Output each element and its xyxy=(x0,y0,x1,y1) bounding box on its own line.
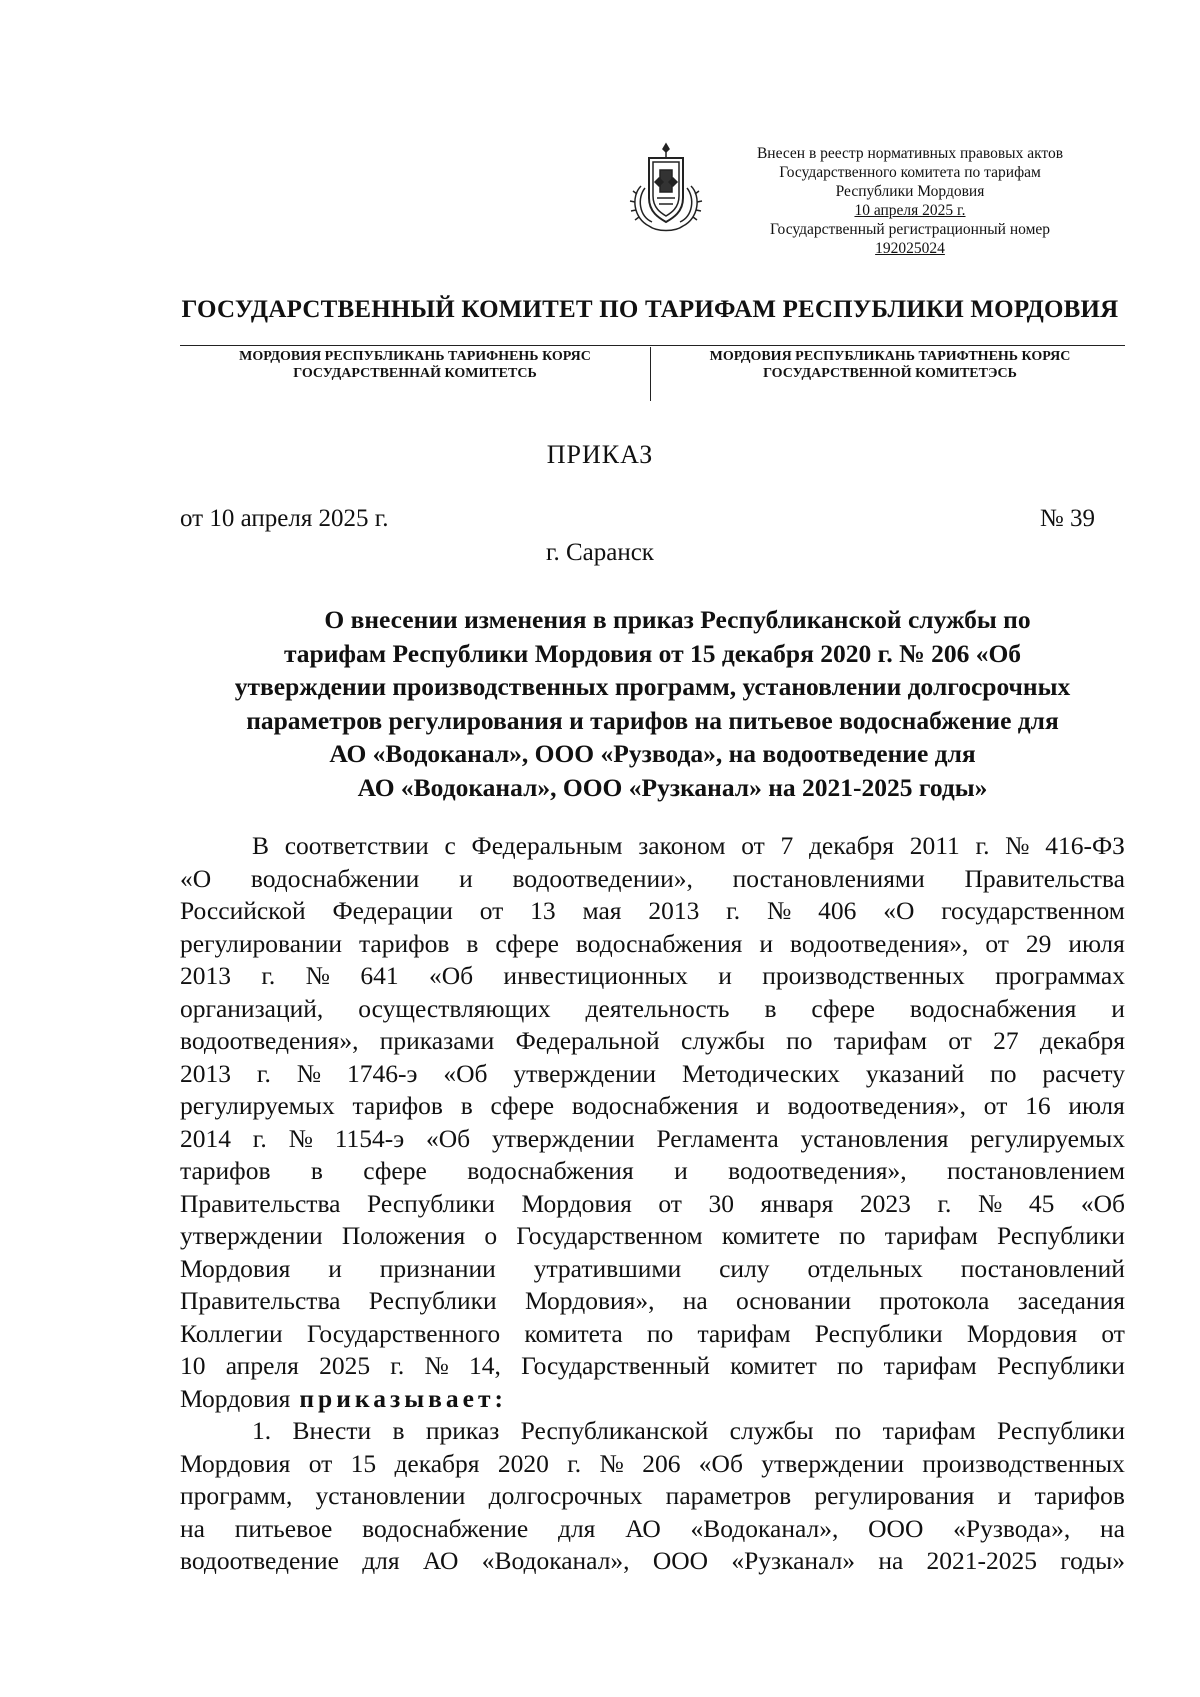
word: питьевое xyxy=(234,1513,333,1543)
word: на xyxy=(878,1546,904,1575)
word: 45 xyxy=(1028,1188,1055,1218)
word: тарифам xyxy=(882,1416,976,1445)
word: комитет xyxy=(730,1351,817,1380)
body-line xyxy=(180,1285,1125,1318)
word: государственном xyxy=(941,896,1125,925)
word: о xyxy=(484,1221,498,1250)
word: в xyxy=(460,1091,473,1120)
body-line xyxy=(180,993,1125,1026)
body-line xyxy=(180,1350,1125,1383)
word: утратившими xyxy=(533,1253,682,1283)
word: и xyxy=(756,1091,770,1120)
word: 2013 xyxy=(180,1058,231,1088)
body-line xyxy=(180,1123,1125,1156)
word: «Об xyxy=(698,1448,743,1478)
word: по xyxy=(837,1351,864,1380)
word: апреля xyxy=(225,1351,299,1380)
word: в xyxy=(466,928,479,958)
point-line xyxy=(180,1513,1125,1546)
word: в xyxy=(764,993,777,1023)
header-column-divider xyxy=(650,347,651,401)
word: утверждении xyxy=(761,1448,904,1478)
body-line xyxy=(180,863,1125,896)
point-line xyxy=(180,1448,1125,1481)
word: ООО xyxy=(868,1513,924,1543)
word: г. xyxy=(252,1123,267,1153)
registry-line: Внесен в реестр нормативных правовых актов xyxy=(756,145,1064,162)
word: от xyxy=(1101,1318,1125,1348)
word: программ, xyxy=(180,1481,293,1510)
title-line: АО «Водоканал», ООО «Рузвода», на водоотведение для xyxy=(329,739,976,768)
word: Мордовия xyxy=(180,1253,291,1283)
word: Федеральной xyxy=(515,1026,660,1055)
word: от xyxy=(479,896,504,925)
word: сфере xyxy=(490,1091,555,1120)
word: АО xyxy=(422,1546,459,1575)
word: Государственном xyxy=(516,1221,703,1250)
word: г. xyxy=(567,1448,582,1478)
moksha-name xyxy=(185,348,645,382)
word: водоснабжение xyxy=(362,1513,529,1543)
word: Республики xyxy=(814,1318,943,1348)
body-line xyxy=(180,1188,1125,1221)
word: Правительства xyxy=(964,863,1125,893)
word: силу xyxy=(719,1253,770,1283)
word: тарифов xyxy=(1034,1481,1125,1510)
coat-of-arms-icon xyxy=(625,138,707,238)
word: на xyxy=(682,1286,708,1315)
word: декабря xyxy=(1039,1026,1125,1055)
word: № xyxy=(766,896,792,925)
word: утверждении xyxy=(513,1058,657,1088)
word: долгосрочных xyxy=(488,1481,643,1510)
title-line: АО «Водоканал», ООО «Рузканал» на 2021-2025 годы» xyxy=(357,772,988,802)
word: комитета xyxy=(524,1318,623,1348)
word: сфере xyxy=(811,993,875,1023)
point-line xyxy=(180,1415,1125,1448)
word: приказ xyxy=(425,1416,500,1445)
body-line xyxy=(180,1155,1125,1188)
word: 2025 xyxy=(319,1351,371,1380)
word: тарифам xyxy=(883,1351,977,1380)
body-line xyxy=(180,1090,1125,1123)
registry-stamp xyxy=(745,144,1075,258)
word: службы xyxy=(729,1416,814,1445)
word: 2021-2025 xyxy=(926,1546,1038,1575)
word: регулируемых xyxy=(970,1123,1125,1153)
word: в xyxy=(392,1416,405,1445)
word: 2014 xyxy=(180,1123,231,1153)
word: 2013 xyxy=(648,896,700,925)
word: 641 xyxy=(360,961,399,990)
word: Федеральным xyxy=(471,831,623,860)
word: водоснабжения xyxy=(571,1091,739,1120)
word: годы» xyxy=(1060,1546,1125,1575)
document-number: № 39 xyxy=(1039,505,1095,532)
word: по xyxy=(990,1058,1017,1088)
word: Мордовия», xyxy=(525,1286,655,1315)
word: от xyxy=(741,831,765,860)
word: основании xyxy=(736,1286,852,1315)
word: мая xyxy=(582,896,622,925)
word: декабря xyxy=(808,831,895,860)
word: признании xyxy=(379,1253,496,1283)
word: на xyxy=(180,1513,205,1543)
word: от xyxy=(308,1448,333,1478)
title-line: О внесении изменения в приказ Республиканской службы по xyxy=(324,605,1031,634)
word: Республиканской xyxy=(520,1416,709,1445)
word: г. xyxy=(937,1188,952,1218)
word: января xyxy=(760,1188,834,1218)
moksha-name-line: ГОСУДАРСТВЕННАЙ КОМИТЕТСЬ xyxy=(293,366,537,381)
word: деятельность xyxy=(585,993,730,1023)
word: и xyxy=(997,1481,1012,1510)
body-line xyxy=(180,1318,1125,1351)
word: г. xyxy=(726,896,741,925)
body-line xyxy=(180,1383,1125,1416)
word: «Рузвода», xyxy=(953,1513,1071,1543)
word: 15 xyxy=(350,1448,377,1478)
word: Федерации xyxy=(332,896,453,925)
word: установлении xyxy=(315,1481,466,1510)
word: соответствии xyxy=(284,831,429,860)
registry-date: 10 апреля 2025 г. xyxy=(854,202,966,219)
word: 206 xyxy=(642,1448,681,1478)
word: 13 xyxy=(530,896,556,925)
document-body xyxy=(180,830,1125,1578)
word: 406 xyxy=(818,896,857,925)
body-line xyxy=(180,960,1125,993)
word: тарифов xyxy=(180,1156,271,1185)
word: установления xyxy=(800,1123,949,1153)
word: Регламента xyxy=(656,1123,779,1153)
word: декабря xyxy=(394,1448,480,1478)
word: июля xyxy=(1068,1091,1125,1120)
word: на xyxy=(1099,1513,1125,1543)
word: Республики xyxy=(367,1188,495,1218)
word: «О xyxy=(180,863,212,893)
word: водоотведения», xyxy=(728,1156,907,1185)
word: расчету xyxy=(1042,1058,1125,1088)
document-date: от 10 апреля 2025 г. xyxy=(180,505,389,532)
word: постановлений xyxy=(960,1253,1125,1283)
word: от xyxy=(985,928,1009,958)
word: Правительства xyxy=(180,1286,341,1315)
word: г. xyxy=(390,1351,405,1380)
word: для xyxy=(557,1513,596,1543)
word: Республики xyxy=(997,1221,1125,1250)
registry-number: 192025024 xyxy=(875,240,945,257)
word: водоотведение xyxy=(180,1546,339,1575)
word: водоснабжения xyxy=(467,1156,634,1185)
word: № xyxy=(288,1123,313,1153)
word: тарифов xyxy=(358,928,450,958)
word: 16 xyxy=(1025,1091,1051,1120)
word: производственных xyxy=(922,1448,1125,1478)
word: утверждении xyxy=(491,1123,635,1153)
body-line xyxy=(180,830,1125,863)
word: «Об xyxy=(1080,1188,1125,1218)
registry-line: Республики Мордовия xyxy=(835,183,985,200)
word: ООО xyxy=(652,1546,709,1575)
document-title xyxy=(180,603,1125,804)
word: 1746-э xyxy=(346,1058,418,1088)
word: отдельных xyxy=(807,1253,923,1283)
word: тарифам xyxy=(884,1221,978,1250)
word: В xyxy=(252,831,270,860)
word: «Водоканал», xyxy=(690,1513,839,1543)
word: водоотведения», xyxy=(180,1026,359,1055)
word: регулирования xyxy=(814,1481,975,1510)
word: водоотведении», xyxy=(512,863,693,893)
word: комитете xyxy=(721,1221,820,1250)
word: с xyxy=(444,831,456,860)
word: «О xyxy=(883,896,915,925)
word: № xyxy=(296,1058,322,1088)
word: для xyxy=(362,1546,400,1575)
word: Мордовия xyxy=(521,1188,632,1218)
body-line xyxy=(180,895,1125,928)
word: организаций, xyxy=(180,993,324,1023)
word: от xyxy=(983,1091,1008,1120)
word: г. xyxy=(261,961,276,990)
word: постановлением xyxy=(946,1156,1125,1185)
word: «Об xyxy=(428,961,474,990)
title-line: параметров регулирования и тарифов на питьевое водоснабжение для xyxy=(246,705,1059,735)
word: Мордовия xyxy=(966,1318,1078,1348)
title-line: тарифам Республики Мордовия от 15 декабря 2020 г. № 206 «Об xyxy=(283,638,1022,668)
word: 10 xyxy=(180,1351,206,1380)
word: программах xyxy=(995,961,1125,990)
word: № xyxy=(599,1448,624,1478)
document-city: г. Саранск xyxy=(546,539,654,566)
word: 2023 xyxy=(859,1188,911,1218)
word: и xyxy=(674,1156,688,1185)
word: приказами xyxy=(379,1026,495,1055)
word: Положения xyxy=(341,1221,466,1250)
point-line xyxy=(180,1545,1125,1578)
body-last-prefix: Мордовия xyxy=(180,1383,291,1413)
word: г. xyxy=(256,1058,271,1088)
word: № xyxy=(1005,831,1030,860)
word: водоснабжения xyxy=(909,993,1077,1023)
moksha-name-line: МОРДОВИЯ РЕСПУБЛИКАНЬ ТАРИФНЕНЬ КОРЯС xyxy=(239,349,591,364)
header-divider xyxy=(180,345,1125,346)
word: 1154-э xyxy=(334,1123,405,1153)
body-line xyxy=(180,1253,1125,1286)
committee-title: ГОСУДАРСТВЕННЫЙ КОМИТЕТ ПО ТАРИФАМ РЕСПУБЛИКИ МОРДОВИЯ xyxy=(181,296,1119,323)
orders-keyword: приказывает: xyxy=(299,1383,507,1413)
title-line: утверждении производственных программ, установлении долгосрочных xyxy=(234,672,1071,701)
word: от xyxy=(658,1188,682,1218)
word: по xyxy=(834,1416,862,1445)
word: водоотведения», xyxy=(789,928,969,958)
word: № xyxy=(424,1351,449,1380)
word: «Об xyxy=(443,1058,488,1088)
word: утверждении xyxy=(180,1221,323,1250)
body-line xyxy=(180,928,1125,961)
body-line xyxy=(180,1220,1125,1253)
word: № xyxy=(305,961,330,990)
word: АО xyxy=(625,1513,661,1543)
word: Коллегии xyxy=(180,1318,283,1348)
word: по xyxy=(839,1221,866,1250)
word: регулируемых xyxy=(180,1091,335,1120)
word: «Об xyxy=(426,1123,471,1153)
word: 29 xyxy=(1025,928,1052,958)
word: № xyxy=(977,1188,1003,1218)
word: 7 xyxy=(780,831,794,860)
word: Государственного xyxy=(306,1318,501,1348)
word: Мордовия xyxy=(180,1448,291,1478)
word: и xyxy=(759,928,773,958)
word: Правительства xyxy=(180,1188,341,1218)
word: тарифов xyxy=(352,1091,443,1120)
word: и xyxy=(459,863,473,893)
word: 416-ФЗ xyxy=(1045,831,1125,860)
erzya-name xyxy=(660,348,1120,382)
word: «Рузканал» xyxy=(731,1546,856,1575)
word: Внести xyxy=(292,1416,372,1445)
word: 2020 xyxy=(497,1448,549,1478)
body-line xyxy=(180,1058,1125,1091)
word: протокола xyxy=(879,1286,990,1315)
body-line xyxy=(180,1025,1125,1058)
word: заседания xyxy=(1017,1286,1125,1315)
word: указаний xyxy=(865,1058,965,1088)
word: в xyxy=(310,1156,323,1185)
word: тарифам xyxy=(833,1026,927,1055)
word: 14, xyxy=(468,1351,501,1380)
word: и xyxy=(1111,993,1125,1023)
registry-line: Государственного комитета по тарифам xyxy=(779,164,1041,181)
word: Методических xyxy=(681,1058,840,1088)
word: водоснабжения xyxy=(575,928,743,958)
word: сфере xyxy=(495,928,559,958)
word: тарифам xyxy=(697,1318,791,1348)
word: 2013 xyxy=(180,961,231,990)
word: Государственный xyxy=(521,1351,710,1380)
word: производственных xyxy=(762,961,965,990)
word: г. xyxy=(975,831,990,860)
word: 2011 xyxy=(909,831,960,860)
word: от xyxy=(948,1026,972,1055)
word: законом xyxy=(638,831,726,860)
word: инвестиционных xyxy=(503,961,688,990)
word: параметров xyxy=(665,1481,792,1510)
word: 27 xyxy=(993,1026,1019,1055)
document-type: ПРИКАЗ xyxy=(546,440,654,469)
word: и xyxy=(328,1253,342,1283)
erzya-name-line: МОРДОВИЯ РЕСПУБЛИКАНЬ ТАРИФТНЕНЬ КОРЯС xyxy=(709,349,1071,364)
word: постановлениями xyxy=(732,863,925,893)
erzya-name-line: ГОСУДАРСТВЕННОЙ КОМИТЕТЭСЬ xyxy=(763,366,1017,381)
word: по xyxy=(646,1318,674,1348)
word: по xyxy=(786,1026,813,1055)
word: водоотведения», xyxy=(787,1091,967,1120)
word: июля xyxy=(1068,928,1125,958)
word: сфере xyxy=(363,1156,427,1185)
word: осуществляющих xyxy=(358,993,551,1023)
word: «Водоканал», xyxy=(481,1546,630,1575)
word: Республики xyxy=(997,1351,1125,1380)
word: регулировании xyxy=(180,928,342,958)
word: службы xyxy=(681,1026,765,1055)
point-line xyxy=(180,1480,1125,1513)
word: 30 xyxy=(708,1188,734,1218)
word: водоснабжении xyxy=(250,863,420,893)
word: Республики xyxy=(997,1416,1125,1445)
word: 1. xyxy=(252,1416,272,1445)
registry-line: Государственный регистрационный номер xyxy=(769,221,1051,238)
word: Российской xyxy=(180,896,306,925)
word: и xyxy=(718,961,732,990)
word: Республики xyxy=(368,1286,497,1315)
